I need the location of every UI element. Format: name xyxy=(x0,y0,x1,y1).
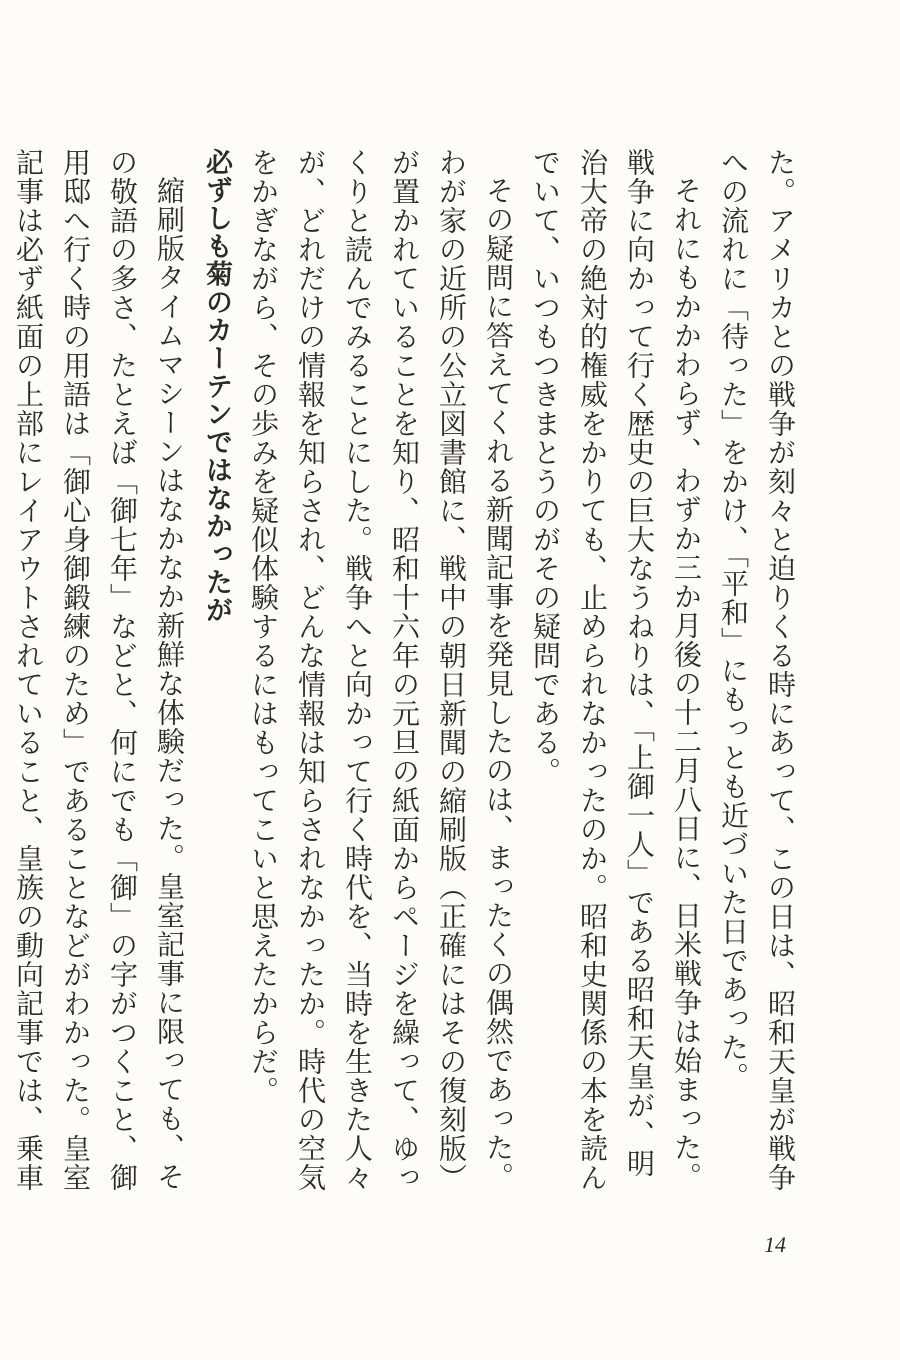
paragraph-2: それにもかかわらず、わずか三か月後の十二月八日に、日米戦争は始まった。戦争に向かって行く歴史の巨大なうねりは、「上御一人」である昭和天皇が、明治大帝の絶対的権威をかりても、止められなかったのか。昭和史関係の本を読んでいて、いつもつきまとうのがその疑問である。 xyxy=(529,148,703,1192)
vertical-text-body xyxy=(12,148,804,1198)
paragraph-1: た。アメリカとの戦争が刻々と迫りくる時にあって、この日は、昭和天皇が戦争への流れに「待った」をかけ、「平和」にもっとも近づいた日であった。 xyxy=(717,148,797,1192)
paragraph-4: 縮刷版タイムマシーンはなかなか新鮮な体験だった。皇室記事に限っても、その敬語の多さ、たとえば「御七年」などと、何にでも「御」の字がつくこと、御用邸へ行く時の用語は「御心身御鍛練のため」であることなどがわかった。皇室記事は必ず紙面の上部にレイアウトされていること、皇族の動向記事では、乗車 xyxy=(12,148,186,1192)
paragraph-3: その疑問に答えてくれる新聞記事を発見したのは、まったくの偶然であった。わが家の近所の公立図書館に、戦中の朝日新聞の縮刷版（正確にはその復刻版）が置かれていることを知り、昭和十六年の元旦の紙面からページを繰って、ゆっくりと読んでみることにした。戦争へと向かって行く時代を、当時を生きた人々が、どれだけの情報を知らされ、どんな情報は知らされなかったか。時代の空気をかぎながら、その歩みを疑似体験するにはもってこいと思えたからだ。 xyxy=(247,148,515,1192)
section-heading: 必ずしも菊のカーテンではなかったが xyxy=(201,148,232,624)
page-number: 14 xyxy=(764,1232,786,1257)
